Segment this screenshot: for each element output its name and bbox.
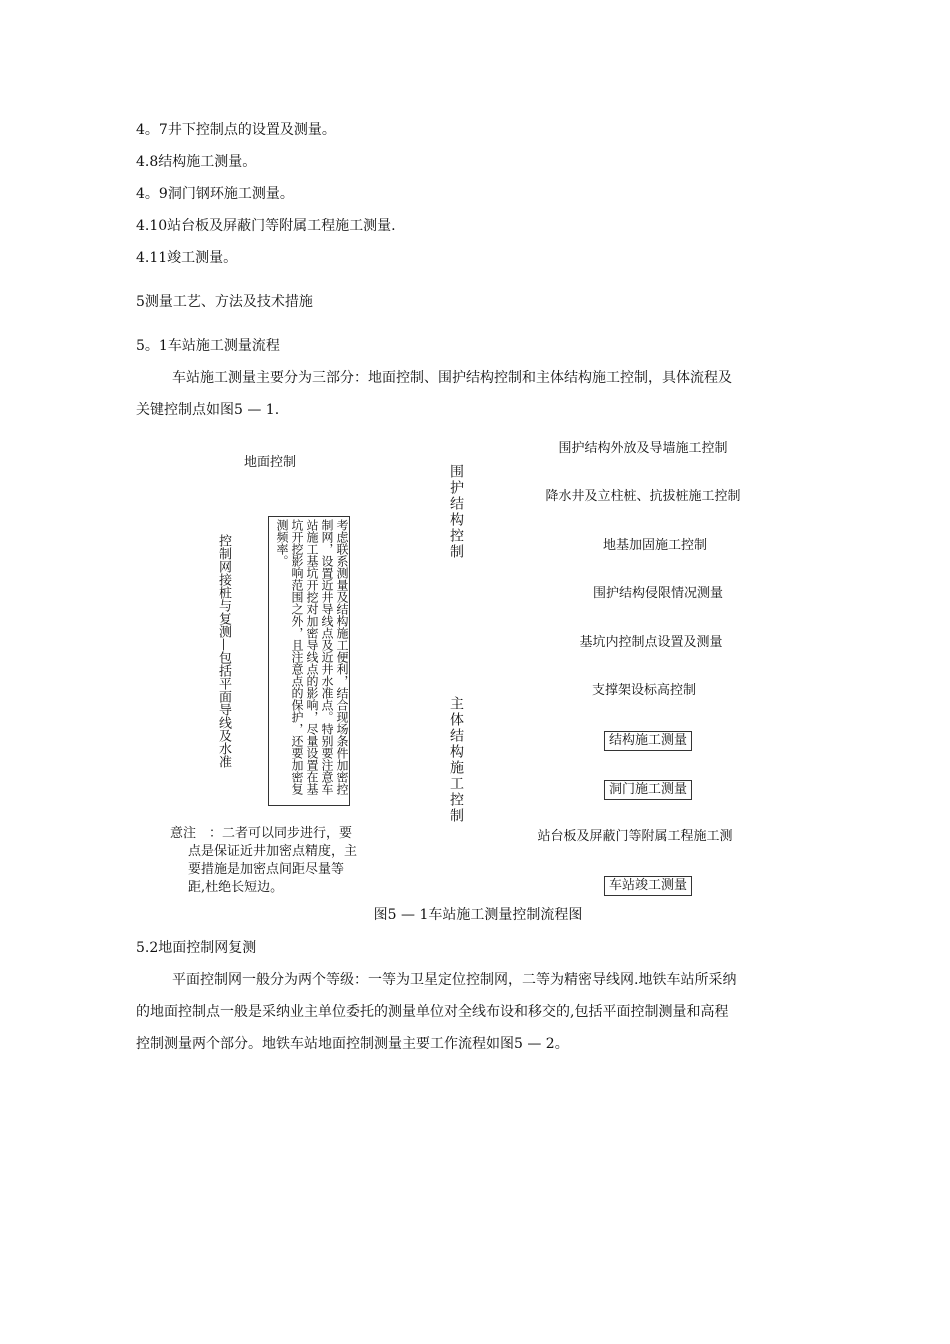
flow-step: 降水井及立柱桩、抗拔桩施工控制: [545, 489, 741, 504]
ground-control-title: 地面控制: [244, 455, 297, 470]
flow-step-boxed: 洞门施工测量: [604, 780, 692, 800]
figure-note: 点是保证近井加密点精度，主: [188, 844, 358, 859]
flow-step-boxed: 车站竣工测量: [604, 876, 692, 896]
section-heading-5-1: 5。1车站施工测量流程: [136, 338, 280, 354]
flow-step: 围护结构外放及导墙施工控制: [558, 441, 728, 456]
flow-step: 站台板及屏蔽门等附属工程施工测: [537, 829, 733, 844]
figure-note: 要措施是加密点间距尽量等: [188, 862, 345, 877]
section-heading-5: 5测量工艺、方法及技术措施: [136, 294, 313, 310]
figure-note: 意注 ：二者可以同步进行，要: [170, 826, 353, 841]
ground-left-vertical-text: 控制网接桩与复测—包括平面导线及水准: [216, 534, 231, 768]
ground-note-box: 考虑联系测量及结构施工便利，结合现场条件加密控制网，设置近井导线点及近井水准点。特别要注意车站施工基坑开挖对加密导线点的影响，尽量设置在基坑开挖影响范围之外，且注意点的保护，还要加密复测频率。: [268, 516, 350, 806]
list-item: 4.10站台板及屏蔽门等附属工程施工测量.: [136, 218, 396, 234]
section-heading-5-2: 5.2地面控制网复测: [136, 940, 257, 956]
retaining-structure-label: 围护结构控制: [448, 464, 464, 560]
paragraph-line: 平面控制网一般分为两个等级：一等为卫星定位控制网，二等为精密导线网.地铁车站所采纳: [172, 972, 737, 988]
paragraph-line: 控制测量两个部分。地铁车站地面控制测量主要工作流程如图5 — 2。: [136, 1036, 569, 1052]
flow-step-boxed: 结构施工测量: [604, 731, 692, 751]
paragraph-line: 的地面控制点一般是采纳业主单位委托的测量单位对全线布设和移交的,包括平面控制测量和高程: [136, 1004, 729, 1020]
list-item: 4.8结构施工测量。: [136, 154, 257, 170]
main-structure-label: 主体结构施工控制: [448, 696, 464, 824]
list-item: 4.11竣工测量。: [136, 250, 238, 266]
list-item: 4。7井下控制点的设置及测量。: [136, 122, 336, 138]
paragraph-line: 关键控制点如图5 — 1.: [136, 402, 280, 418]
flow-step: 基坑内控制点设置及测量: [579, 635, 723, 650]
flow-step: 支撑架设标高控制: [591, 683, 697, 698]
list-item: 4。9洞门钢环施工测量。: [136, 186, 294, 202]
flow-step: 地基加固施工控制: [602, 538, 708, 553]
flow-step: 围护结构侵限情况测量: [592, 586, 724, 601]
figure-note: 距,杜绝长短边。: [188, 880, 284, 895]
paragraph-line: 车站施工测量主要分为三部分：地面控制、围护结构控制和主体结构施工控制，具体流程及: [172, 370, 732, 386]
figure-caption: 图5 — 1车站施工测量控制流程图: [373, 907, 583, 923]
